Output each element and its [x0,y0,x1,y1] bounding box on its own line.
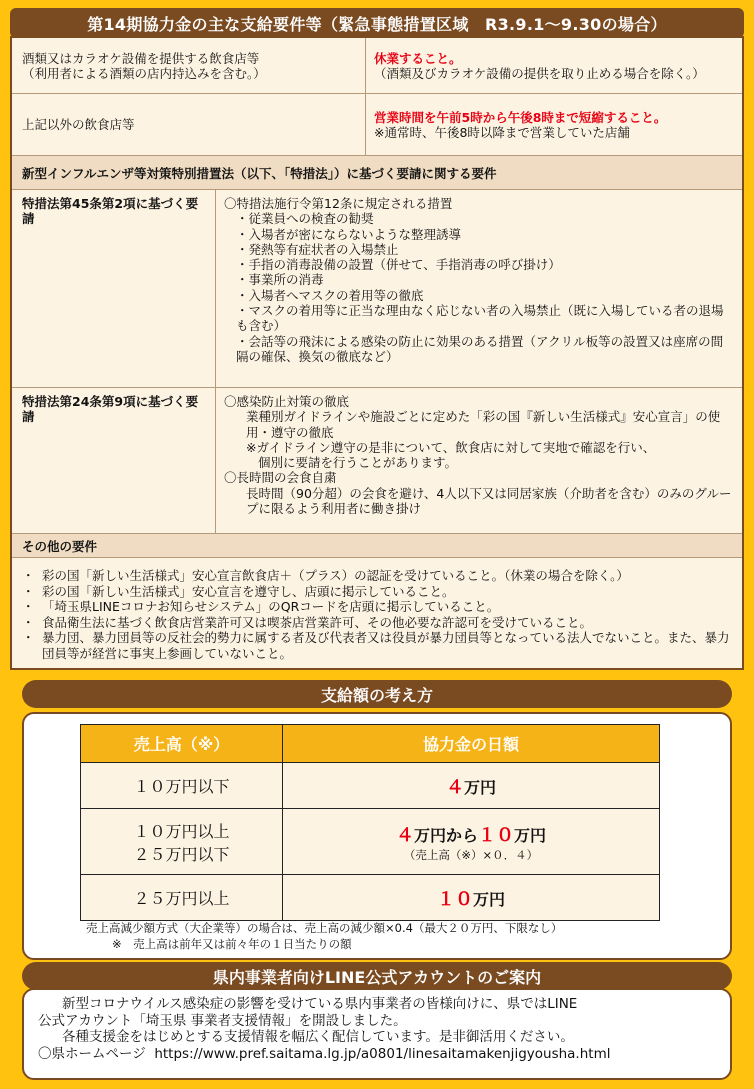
homepage-url[interactable]: https://www.pref.saitama.lg.jp/a0801/linesaitamakenjigyousha.html [154,1045,611,1062]
payment-note-1: 売上高減少額方式（大企業等）の場合は、売上高の減少額×0.4（最大２０万円、下限なし） [86,921,563,935]
art45-item: ・入場者へマスクの着用等の徹底 [236,287,424,303]
main-title: 第14期協力金の主な支給要件等（緊急事態措置区域 R3.9.1～9.30の場合） [10,8,744,38]
art45-item: ・マスクの着用等に正当な理由なく応じない者の入場禁止（既に入場している者の退場も含む） [236,303,724,334]
amount-cell: ４万円 [283,763,660,809]
row2-requirement: 営業時間を午前5時から午後8時まで短縮すること。 [374,109,667,125]
art45-item: ・従業員への検査の勧奨 [236,211,374,227]
bullet: ・ [22,630,35,645]
homepage-line [38,1046,716,1063]
table-header-row [81,725,660,763]
list-item: ・ 彩の国「新しい生活様式」安心宣言飲食店＋（プラス）の認証を受けていること。（休業の場合を除く。） [22,568,629,583]
art45-item: ・手指の消毒設備の設置（併せて、手指消毒の呼び掛け） [236,257,561,273]
art24-label: 特措法第24条第9項に基づく要請 [12,388,216,533]
row1-requirement-note: （酒類及びカラオケ設備の提供を取り止める場合を除く。） [374,65,705,81]
sales-cell: １０万円以上 ２５万円以下 [81,809,283,875]
art24-note1b: 個別に要請を行うことがあります。 [258,455,458,471]
payment-notes [86,920,562,952]
art45-row [12,190,742,388]
other-requirements-list [12,562,742,667]
row1-requirement: 休業すること。 [374,50,462,66]
other-heading: その他の要件 [12,534,742,558]
column-header-sales: 売上高（※） [81,725,283,763]
list-item: ・ 食品衛生法に基づく飲食店営業許可又は喫茶店営業許可、その他必要な許認可を受けていること。 [22,614,593,630]
payment-table [80,724,660,921]
bullet: ・ [22,568,35,583]
requirements-panel [10,36,744,670]
flyer-sheet [10,0,744,1089]
art45-label: 特措法第45条第2項に基づく要請 [12,190,216,387]
bullet: ・ [22,583,35,599]
art24-note1: ※ガイドライン遵守の是非について、飲食店に対して実地で確認を行い、 [246,439,656,455]
payment-note-2: ※ 売上高は前年又は前々年の１日当たりの額 [112,937,352,951]
art45-item: ・発熱等有症状者の入場禁止 [236,241,399,257]
line-heading: 県内事業者向けLINE公式アカウントのご案内 [22,962,732,990]
line-paragraph-3: 各種支援金をはじめとする支援情報を幅広く配信しています。是非御活用ください。 [62,1029,574,1045]
list-item: ・ 「埼玉県LINEコロナお知らせシステム」のQRコードを店頭に掲示していること。 [22,599,500,614]
row2-requirement-note: ※通常時、午後8時以降まで営業していた店舗 [374,124,630,140]
tokusoho-heading: 新型インフルエンザ等対策特別措置法（以下、「特措法」）に基づく要請に関する要件 [12,156,742,190]
bullet: ・ [22,614,35,630]
bullet: ・ [22,599,35,614]
art45-lead: 〇特措法施行令第12条に規定される措置 [224,196,453,211]
list-item: ・ 彩の国「新しい生活様式」安心宣言を遵守し、店頭に掲示していること。 [22,583,455,599]
art24-lead2: 〇長時間の会食自粛 [224,470,337,486]
list-item: ・ 暴力団、暴力団員等の反社会的勢力に属する者及び代表者又は役員が暴力団員等となっている法人でないこと。また、暴力団員等が経営に事実上参画していないこと。 [22,630,730,661]
line-paragraph-2: 公式アカウント「埼玉県 事業者支援情報」を開設しました。 [38,1012,407,1029]
row1-left-line1: 酒類又はカラオケ設備を提供する飲食店等 [22,50,260,66]
line-paragraph-1: 新型コロナウイルス感染症の影響を受けている県内事業者の皆様向けに、県ではLINE [62,996,578,1012]
homepage-label: 〇県ホームページ [38,1045,146,1062]
amount-cell: ４万円から１０万円 （売上高（※）×０．４） [283,809,660,875]
art24-lead1: 〇感染防止対策の徹底 [224,394,350,409]
payment-panel [22,712,732,960]
line-info-panel [22,988,732,1080]
table-row [81,809,660,875]
payment-heading: 支給額の考え方 [22,680,732,708]
table-row [81,875,660,921]
row2-left-line1: 上記以外の飲食店等 [22,117,135,132]
art24-text1: 業種別ガイドラインや施設ごとに定めた「彩の国『新しい生活様式』安心宣言」の使用・遵守の徹底 [246,409,721,440]
art24-text2: 長時間（90分超）の会食を避け、4人以下又は同居家族（介助者を含む）のみのグループに限るよう利用者に働き掛け [246,485,732,517]
art45-item: ・会話等の飛沫による感染の防止に効果のある措置（アクリル板等の設置又は座席の間隔の確保、換気の徹底など） [236,333,724,364]
art45-item: ・入場者が密にならないような整理誘導 [236,226,462,242]
requirement-row-alcohol [12,38,742,94]
art24-row [12,388,742,534]
row1-left-line2: （利用者による酒類の店内持込みを含む。） [22,65,266,81]
art45-item: ・事業所の消毒 [236,272,324,288]
table-row [81,763,660,809]
sales-cell: １０万円以下 [81,763,283,809]
amount-cell: １０万円 [283,875,660,921]
column-header-daily-amount: 協力金の日額 [283,725,660,763]
sales-cell: ２５万円以上 [81,875,283,921]
requirement-row-other [12,94,742,156]
